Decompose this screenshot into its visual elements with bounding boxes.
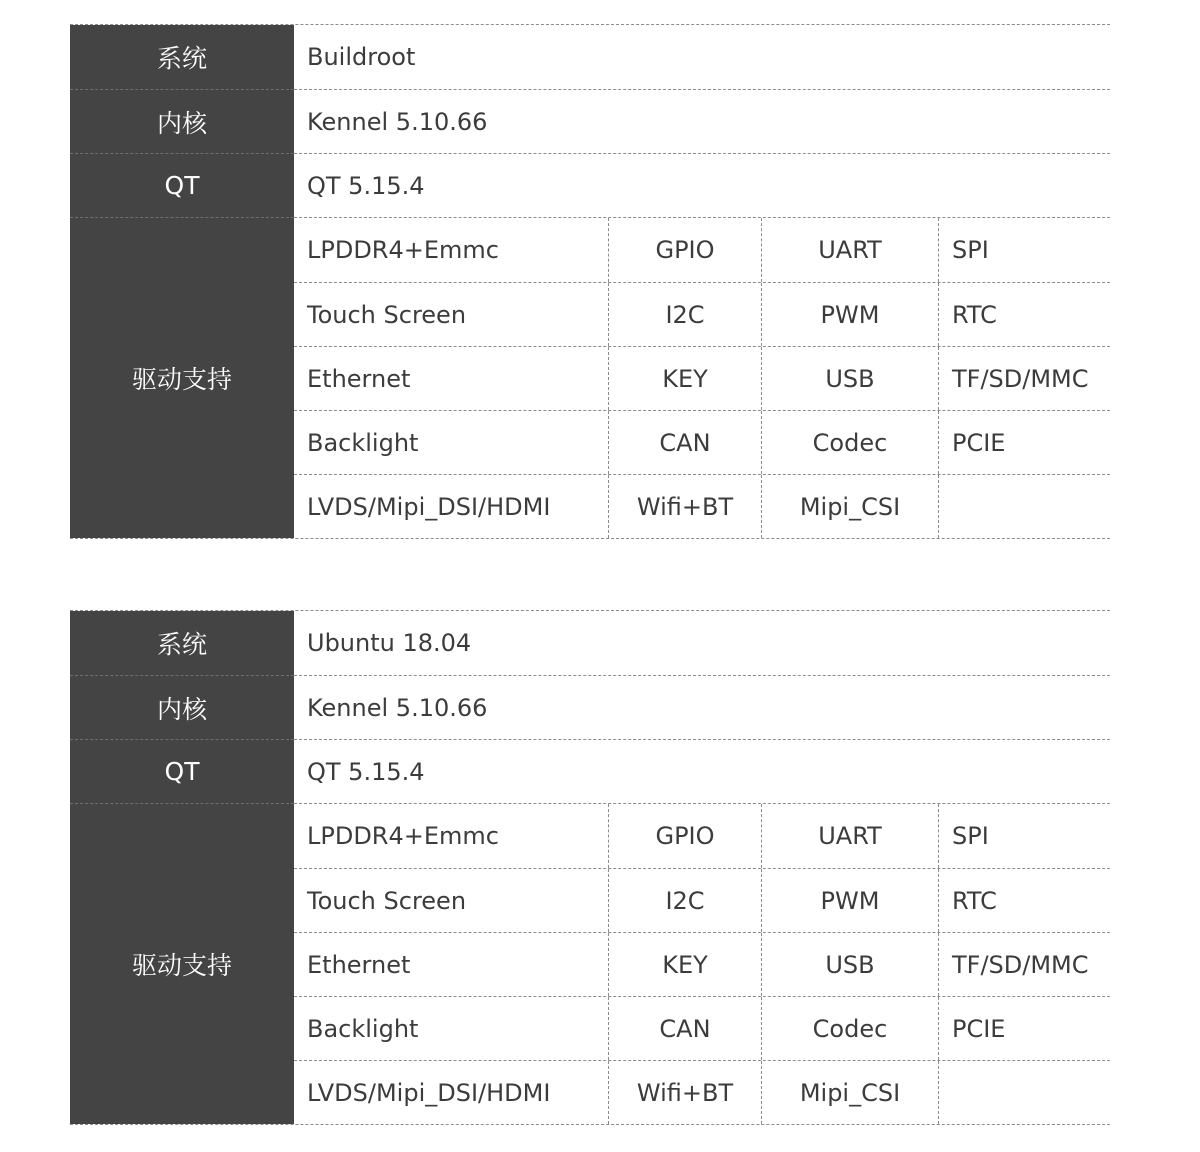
driver-row [294,218,1110,283]
driver-cell: Mipi_CSI [761,475,938,538]
driver-cell: Codec [761,411,938,474]
driver-cell: PWM [761,869,938,932]
driver-cell: LVDS/Mipi_DSI/HDMI [307,1078,551,1107]
driver-cell: USB [761,347,938,410]
system-row [294,25,1110,90]
driver-cell: LPDDR4+Emmc [307,236,499,264]
driver-row [294,804,1110,869]
driver-row [294,933,1110,997]
driver-row [294,411,1110,475]
label-column [70,25,294,538]
value-area [294,611,1110,1124]
driver-cell: TF/SD/MMC [938,347,1110,410]
system-value: Ubuntu 18.04 [307,629,472,657]
system-value: Buildroot [307,43,416,71]
driver-cell: CAN [608,997,761,1060]
driver-cell: UART [761,218,938,282]
driver-cell: LPDDR4+Emmc [307,822,499,850]
label-kernel: 内核 [70,90,294,154]
driver-cell: PCIE [938,997,1110,1060]
kernel-row [294,90,1110,154]
driver-cell: PWM [761,283,938,346]
driver-cell: SPI [938,218,1110,282]
driver-cell: Backlight [307,428,419,457]
label-qt: QT [70,740,294,804]
label-qt: QT [70,154,294,218]
driver-row [294,475,1110,538]
driver-cell: Touch Screen [307,886,467,915]
qt-row [294,154,1110,218]
driver-cell: GPIO [608,804,761,868]
label-kernel: 内核 [70,676,294,740]
label-drivers: 驱动支持 [131,951,232,980]
driver-row [294,1061,1110,1124]
driver-cell: TF/SD/MMC [938,933,1110,996]
spec-table-buildroot [70,24,1110,539]
label-system: 系统 [70,611,294,676]
label-system: 系统 [70,25,294,90]
kernel-value: Kennel 5.10.66 [307,107,488,136]
driver-cell: KEY [608,933,761,996]
driver-cell: Wifi+BT [608,1061,761,1124]
driver-cell: Codec [761,997,938,1060]
label-drivers: 驱动支持 [131,365,232,394]
driver-cell: Wifi+BT [608,475,761,538]
driver-cell: Backlight [307,1014,419,1043]
qt-row [294,740,1110,804]
spec-table-ubuntu [70,610,1110,1125]
driver-row [294,283,1110,347]
driver-cell: Ethernet [307,364,411,393]
driver-cell: I2C [608,869,761,932]
driver-cell: LVDS/Mipi_DSI/HDMI [307,492,551,521]
driver-cell: Touch Screen [307,300,467,329]
driver-row [294,869,1110,933]
value-area [294,25,1110,538]
kernel-row [294,676,1110,740]
driver-cell [938,1061,1110,1124]
driver-row [294,347,1110,411]
driver-cell: Ethernet [307,950,411,979]
driver-cell: KEY [608,347,761,410]
qt-value: QT 5.15.4 [307,757,425,786]
driver-cell [938,475,1110,538]
kernel-value: Kennel 5.10.66 [307,693,488,722]
driver-cell: USB [761,933,938,996]
driver-cell: CAN [608,411,761,474]
system-row [294,611,1110,676]
driver-cell: PCIE [938,411,1110,474]
driver-cell: SPI [938,804,1110,868]
driver-cell: RTC [938,283,1110,346]
label-column [70,611,294,1124]
qt-value: QT 5.15.4 [307,171,425,200]
driver-cell: I2C [608,283,761,346]
driver-cell: Mipi_CSI [761,1061,938,1124]
driver-cell: UART [761,804,938,868]
driver-cell: GPIO [608,218,761,282]
driver-row [294,997,1110,1061]
driver-cell: RTC [938,869,1110,932]
